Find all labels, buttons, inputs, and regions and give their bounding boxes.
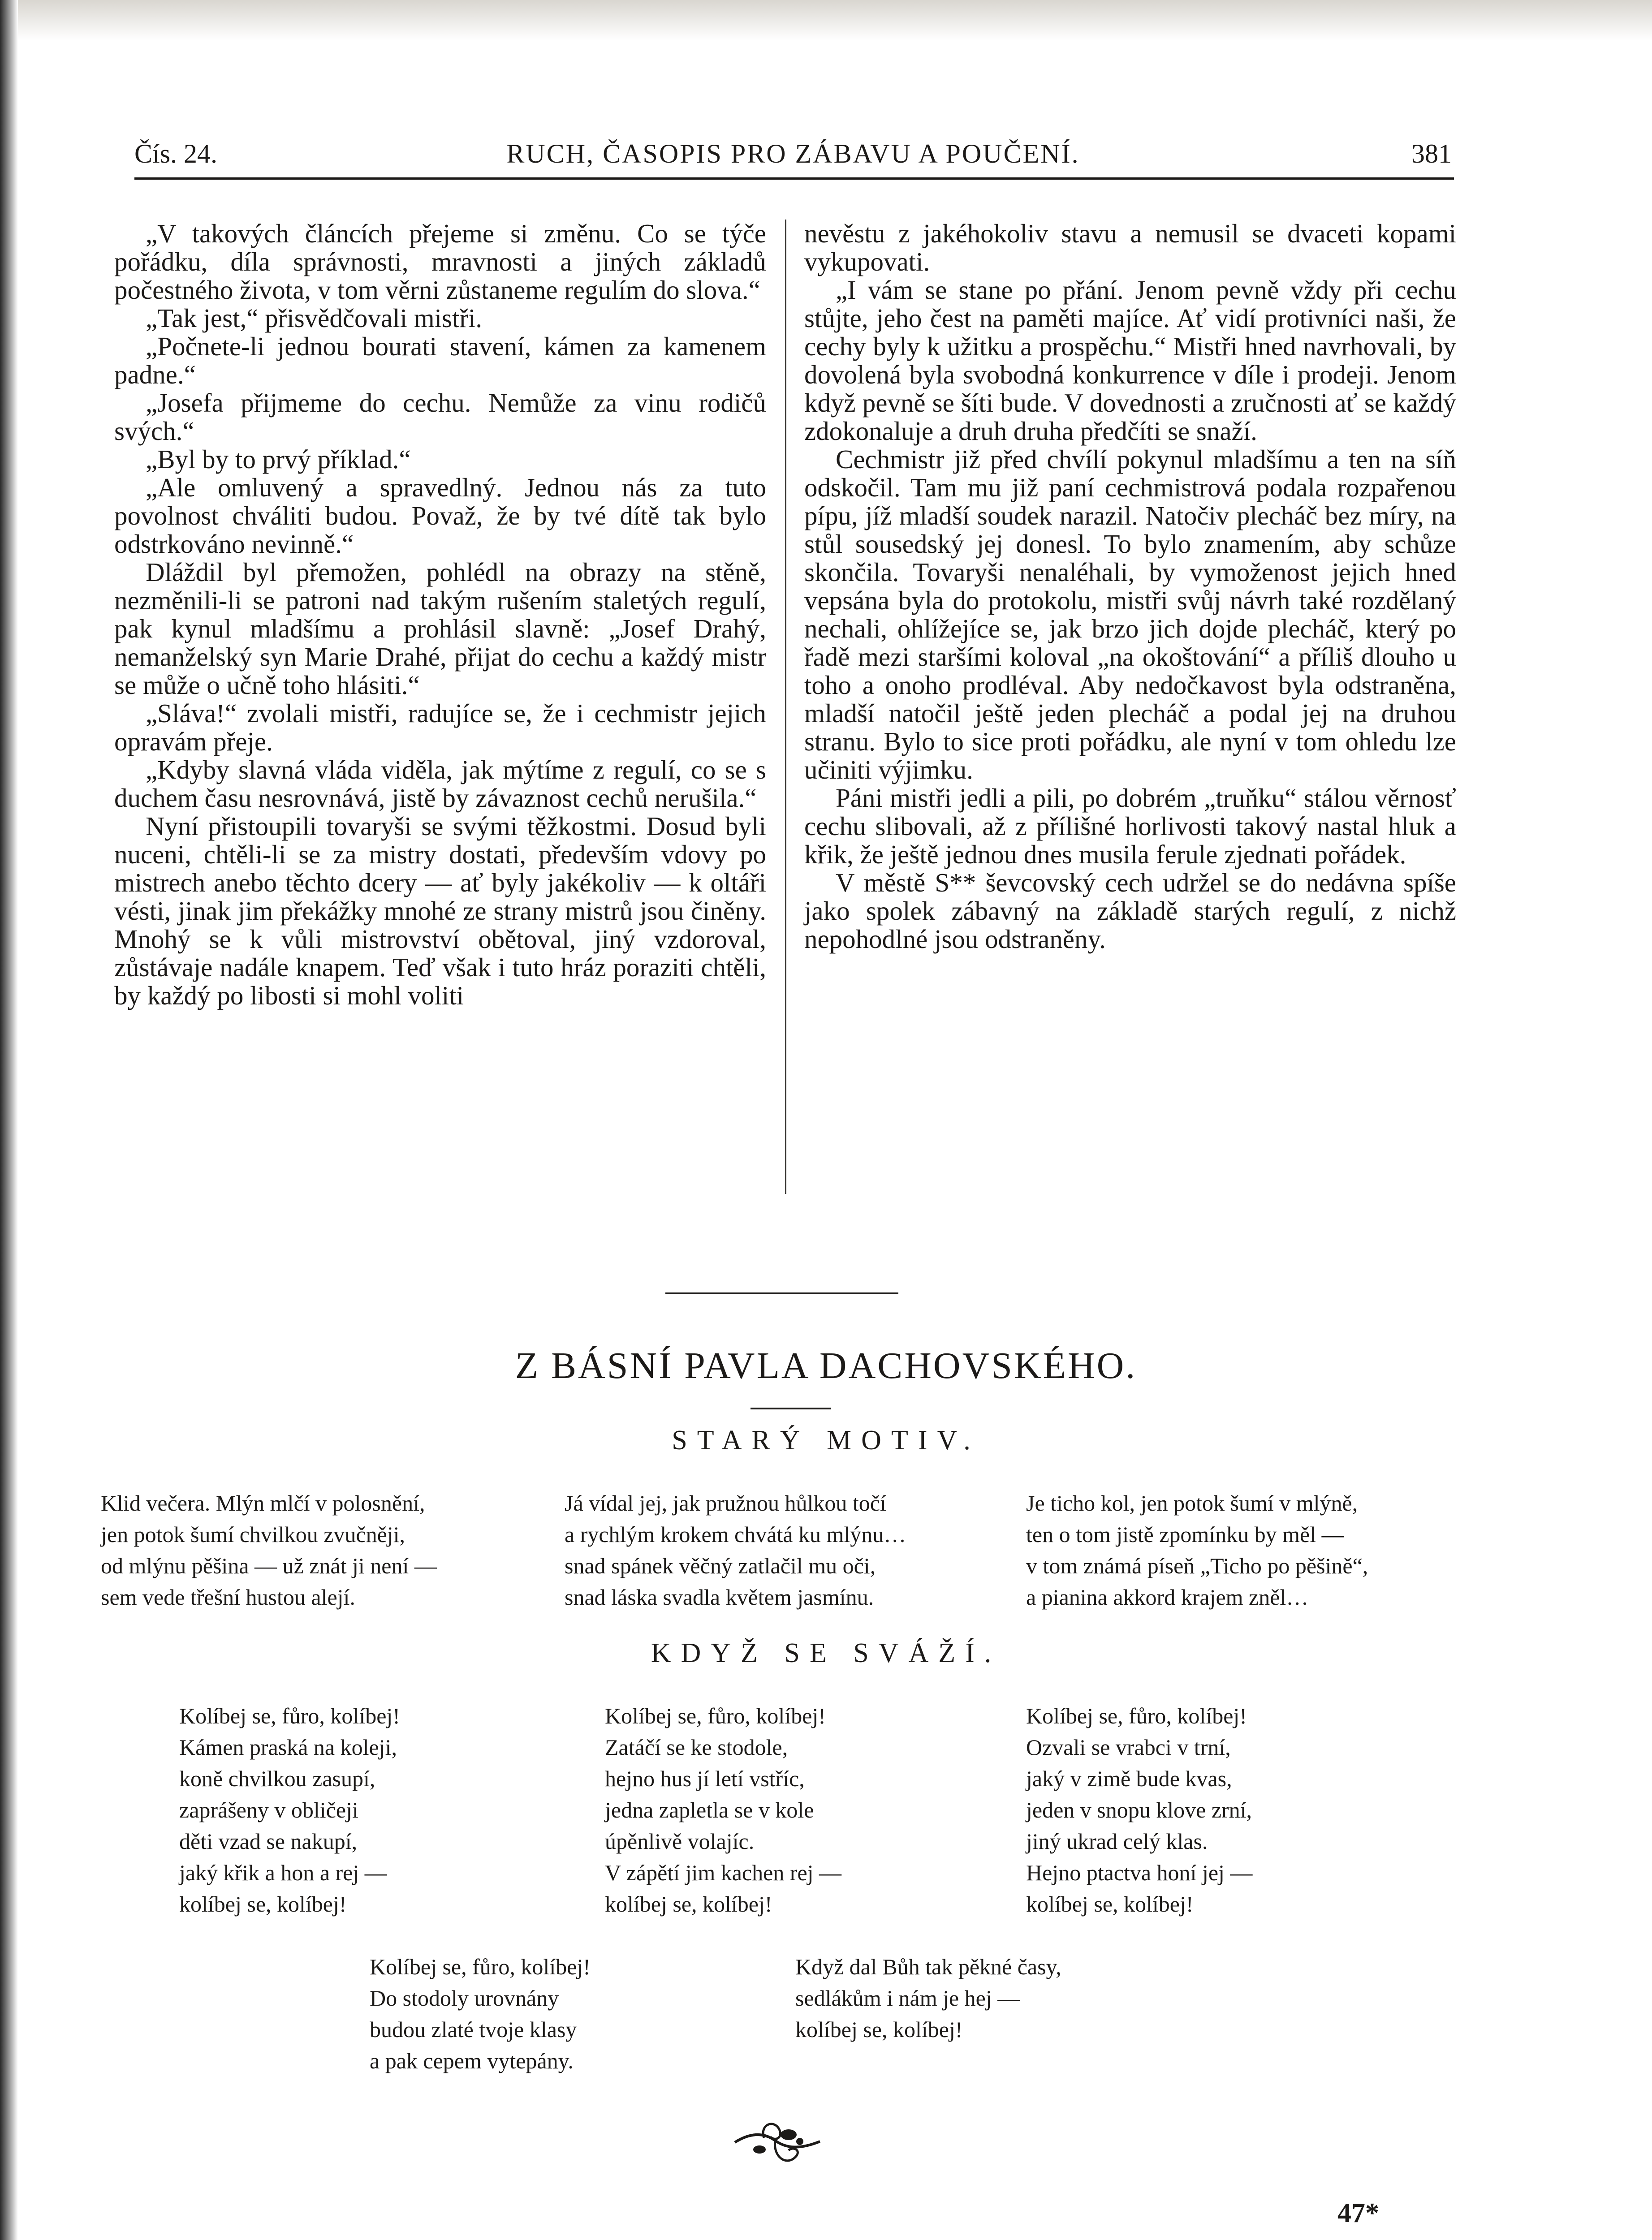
verse-line: Ozvali se vrabci v trní, xyxy=(1026,1735,1231,1760)
paragraph: V městě S** ševcovský cech udržel se do nedávna spíše jako spolek zábavný na základě starých regulí, z nichž nepohodlné jsou odstraněny. xyxy=(804,868,1456,954)
verse-line: kolíbej se, kolíbej! xyxy=(795,2017,963,2042)
verse-line: kolíbej se, kolíbej! xyxy=(1026,1891,1194,1917)
verse-line: koně chvilkou zasupí, xyxy=(179,1766,375,1791)
issue-number: Čís. 24. xyxy=(134,139,218,168)
paragraph: „Byl by to prvý příklad.“ xyxy=(146,444,411,474)
verse-line: jeden v snopu klove zrní, xyxy=(1026,1797,1252,1822)
poem1-stanza-3 xyxy=(1026,1487,1368,1613)
poem2-stanza-2 xyxy=(605,1700,841,1920)
page-shadow-left xyxy=(0,0,18,2240)
verse-line: jiný ukrad celý klas. xyxy=(1026,1829,1208,1854)
poem1-stanza-2 xyxy=(565,1487,906,1613)
poem2-stanza-5 xyxy=(795,1951,1061,2045)
poem1-stanza-1 xyxy=(101,1487,437,1613)
verse-line: V zápětí jim kachen rej — xyxy=(605,1860,842,1885)
poem-title-stary-motiv: STARÝ MOTIV. xyxy=(672,1425,980,1456)
poems-title: Z BÁSNÍ PAVLA DACHOVSKÉHO. xyxy=(515,1345,1137,1387)
poem-title-kdyz-se-svazi: KDYŽ SE SVÁŽÍ. xyxy=(651,1638,1001,1668)
verse-line: Kolíbej se, fůro, kolíbej! xyxy=(370,1954,591,1979)
verse-line: jen potok šumí chvilkou zvučněji, xyxy=(101,1522,405,1547)
paragraph: Páni mistři jedli a pili, po dobrém „truňku“ stálou věrnosť cechu slibovali, až z přílišné horlivosti takový nastal hluk a křik, že ještě jednou dnes musila ferule zjednati pořádek. xyxy=(804,783,1456,869)
paragraph: Dláždil byl přemožen, pohlédl na obrazy na stěně, nezměnili-li se patroni nad takým rušením staletých regulí, pak kynul mladšímu a prohlásil slavně: „Josef Drahý, nemanželský syn Marie Drahé, přijat do cechu a každý mistr se může o učně toho hlásiti.“ xyxy=(114,557,766,700)
verse-line: sem vede třešní hustou alejí. xyxy=(101,1585,355,1610)
title-rule xyxy=(751,1408,831,1409)
verse-line: sedlákům i nám je hej — xyxy=(795,1986,1020,2011)
verse-line: zaprášeny v obličeji xyxy=(179,1797,358,1822)
floral-ornament-icon xyxy=(733,2115,822,2173)
verse-line: Do stodoly urovnány xyxy=(370,1986,559,2011)
verse-line: úpěnlivě volajíc. xyxy=(605,1829,755,1854)
verse-line: Hejno ptactva honí jej — xyxy=(1026,1860,1253,1885)
verse-line: a pak cepem vytepány. xyxy=(370,2048,574,2073)
paragraph: „Josefa přijmeme do cechu. Nemůže za vinu rodičů svých.“ xyxy=(114,388,766,446)
verse-line: jaký v zimě bude kvas, xyxy=(1026,1766,1232,1791)
paragraph: Cechmistr již před chvílí pokynul mladšímu a ten na síň odskočil. Tam mu již paní cechmistrová podala rozpařenou pípu, jíž mladší soudek narazil. Natočiv plecháč bez míry, na stůl sousedský jej donesl. To bylo znamením, aby schůze skončila. Tovaryši nenaléhali, by vymoženost jejich hned vepsána byla do protokolu, mistři svůj návrh také rozdělaný nechali, ohlížejíce se, jak brzo jich dojde plecháč, který po řadě mezi staršími koloval „na okoštování“ a příliš dlouho u toho a onoho prodléval. Aby nedočkavost byla odstraněna, mladší natočil ještě jeden plecháč a podal jej na druhou stranu. Bylo to sice proti pořádku, ale nyní v tom ohledu lze učiniti výjimku. xyxy=(804,444,1456,784)
sheet-signature: 47* xyxy=(1337,2198,1379,2228)
verse-line: a pianina akkord krajem zněl… xyxy=(1026,1585,1309,1610)
page-shadow-top xyxy=(0,0,1652,40)
section-divider xyxy=(665,1292,898,1294)
column-rule xyxy=(785,220,786,1194)
verse-line: hejno hus jí letí vstříc, xyxy=(605,1766,805,1791)
journal-title: RUCH, ČASOPIS PRO ZÁBAVU A POUČENÍ. xyxy=(506,139,1080,168)
verse-line: Klid večera. Mlýn mlčí v polosnění, xyxy=(101,1490,425,1516)
running-header xyxy=(134,130,1452,179)
verse-line: Kolíbej se, fůro, kolíbej! xyxy=(605,1703,826,1728)
paragraph: „Sláva!“ zvolali mistři, radujíce se, že i cechmistr jejich opravám přeje. xyxy=(114,698,766,756)
verse-line: kolíbej se, kolíbej! xyxy=(179,1891,347,1917)
verse-line: snad spánek věčný zatlačil mu oči, xyxy=(565,1553,876,1578)
paragraph: „Ale omluvený a spravedlný. Jednou nás za tuto povolnost chváliti budou. Považ, že by tvé dítě tak bylo odstrkováno nevinně.“ xyxy=(114,473,766,559)
paragraph: „V takových článcích přejeme si změnu. Co se týče pořádku, díla správnosti, mravnosti a jiných základů počestného života, v tom věrni zůstaneme regulím do slova.“ xyxy=(114,219,766,305)
poem2-stanza-3 xyxy=(1026,1700,1252,1920)
verse-line: Kolíbej se, fůro, kolíbej! xyxy=(1026,1703,1247,1728)
paragraph: nevěstu z jakéhokoliv stavu a nemusil se dvaceti kopami vykupovati. xyxy=(804,219,1456,276)
verse-line: Kolíbej se, fůro, kolíbej! xyxy=(179,1703,400,1728)
verse-line: jaký křik a hon a rej — xyxy=(179,1860,387,1885)
verse-line: Kámen praská na koleji, xyxy=(179,1735,397,1760)
paragraph: Nyní přistoupili tovaryši se svými těžkostmi. Dosud byli nuceni, chtěli-li se za mistry dostati, především vdovy po mistrech anebo těchto dcery — ať byly jakékoliv — k oltáři vésti, jinak jim překážky mnohé ze strany mistrů jsou činěny. Mnohý se k vůli mistrovství obětoval, jiný vzdoroval, zůstávaje nadále knapem. Teď však i tuto hráz poraziti chtěli, by každý po libosti si mohl voliti xyxy=(114,811,766,1010)
page-number: 381 xyxy=(1411,139,1452,168)
verse-line: ten o tom jistě zpomínku by měl — xyxy=(1026,1522,1344,1547)
verse-line: snad láska svadla květem jasmínu. xyxy=(565,1585,874,1610)
article-column-left xyxy=(114,220,766,1010)
paragraph: „Tak jest,“ přisvědčovali mistři. xyxy=(146,303,483,333)
paragraph: „Kdyby slavná vláda viděla, jak mýtíme z regulí, co se s duchem času nesrovnává, jistě by závaznost cechů nerušila.“ xyxy=(114,755,766,813)
verse-line: jedna zapletla se v kole xyxy=(605,1797,814,1822)
poem2-stanza-4 xyxy=(370,1951,591,2076)
paragraph: „Počnete-li jednou bourati stavení, kámen za kamenem padne.“ xyxy=(114,332,766,389)
paragraph: „I vám se stane po přání. Jenom pevně vždy při cechu stůjte, jeho čest na paměti majíce. Ať vidí protivníci naši, že cechy byly k užitku a prospěchu.“ Mistři hned navrhovali, by dovolená byla svobodná konkurrence v díle i prodeji. Jenom když pevně se šíti bude. V dovednosti a zručnosti ať se každý zdokonaluje a druh druha předčíti se snaží. xyxy=(804,275,1456,446)
poem2-stanza-1 xyxy=(179,1700,400,1920)
verse-line: kolíbej se, kolíbej! xyxy=(605,1891,772,1917)
verse-line: Je ticho kol, jen potok šumí v mlýně, xyxy=(1026,1490,1358,1516)
article-column-right xyxy=(804,220,1456,953)
verse-line: budou zlaté tvoje klasy xyxy=(370,2017,577,2042)
verse-line: a rychlým krokem chvátá ku mlýnu… xyxy=(565,1522,906,1547)
verse-line: děti vzad se nakupí, xyxy=(179,1829,358,1854)
verse-line: v tom známá píseň „Ticho po pěšině“, xyxy=(1026,1553,1368,1578)
verse-line: Já vídal jej, jak pružnou hůlkou točí xyxy=(565,1490,886,1516)
verse-line: Když dal Bůh tak pěkné časy, xyxy=(795,1954,1061,1979)
verse-line: od mlýnu pěšina — už znát ji není — xyxy=(101,1553,437,1578)
verse-line: Zatáčí se ke stodole, xyxy=(605,1735,788,1760)
header-rule xyxy=(134,177,1454,180)
